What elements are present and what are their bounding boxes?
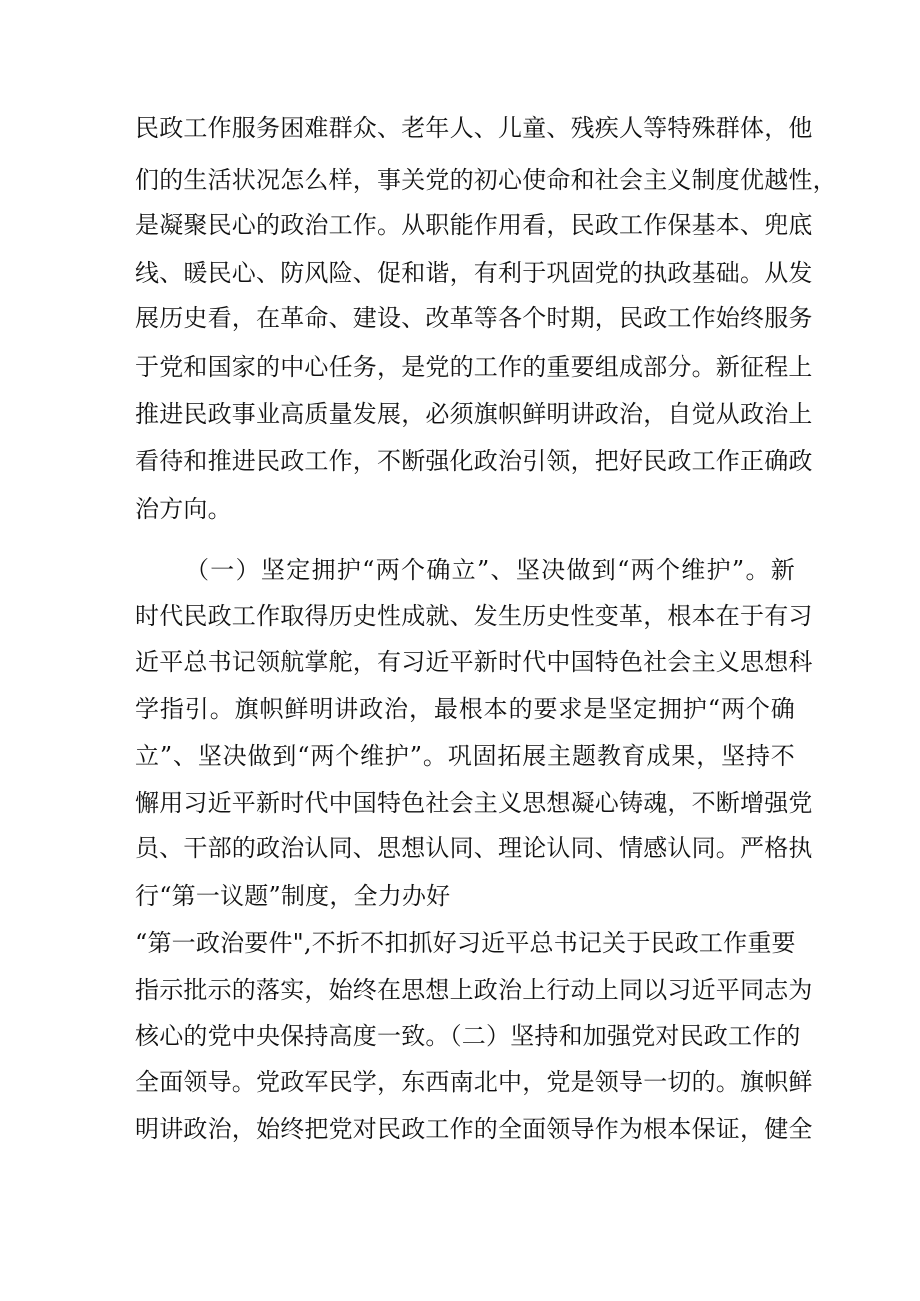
- text-line-3: 是凝聚民心的政治工作。从职能作用看，民政工作保基本、兜底: [135, 211, 813, 239]
- text-line-9: 治方向。: [135, 495, 232, 523]
- text-line-14: 立”、坚决做到“两个维护”。巩固拓展主题教育成果，坚持不: [135, 742, 795, 770]
- text-line-7: 推进民政事业高质量发展，必须旗帜鲜明讲政治，自觉从政治上: [135, 400, 813, 428]
- text-line-19: 指示批示的落实，始终在思想上政治上行动上同以习近平同志为: [135, 976, 813, 1004]
- text-line-5: 展历史看，在革命、建设、改革等各个时期，民政工作始终服务: [135, 304, 813, 332]
- text-line-17: 行“第一议题”制度，全力办好: [135, 882, 451, 910]
- text-line-21: 全面领导。党政军民学，东西南北中，党是领导一切的。旗帜鲜: [135, 1068, 813, 1096]
- text-line-10: （一）坚定拥护“两个确立”、坚决做到“两个维护”。新: [185, 556, 795, 584]
- text-line-1: 民政工作服务困难群众、老年人、儿童、残疾人等特殊群体，他: [135, 114, 813, 142]
- text-line-12: 近平总书记领航掌舵，有习近平新时代中国特色社会主义思想科: [135, 648, 813, 676]
- text-line-4: 线、暖民心、防风险、促和谐，有利于巩固党的执政基础。从发: [135, 259, 813, 287]
- text-line-2: 们的生活状况怎么样，事关党的初心使命和社会主义制度优越性，: [135, 166, 837, 194]
- text-line-8: 看待和推进民政工作，不断强化政治引领，把好民政工作正确政: [135, 447, 813, 475]
- text-line-15: 懈用习近平新时代中国特色社会主义思想凝心铸魂，不断增强党: [135, 789, 813, 817]
- text-line-6: 于党和国家的中心任务，是党的工作的重要组成部分。新征程上: [135, 353, 813, 381]
- text-line-22: 明讲政治，始终把党对民政工作的全面领导作为根本保证，健全: [135, 1115, 813, 1143]
- text-line-18: “第一政治要件",不折不扣抓好习近平总书记关于民政工作重要: [135, 929, 796, 957]
- text-line-13: 学指引。旗帜鲜明讲政治，最根本的要求是坚定拥护“两个确: [135, 695, 795, 723]
- text-line-20: 核心的党中央保持高度一致。（二）坚持和加强党对民政工作的: [135, 1022, 801, 1050]
- text-line-16: 员、干部的政治认同、思想认同、理论认同、情感认同。严格执: [135, 834, 813, 862]
- text-line-11: 时代民政工作取得历史性成就、发生历史性变革，根本在于有习: [135, 602, 813, 630]
